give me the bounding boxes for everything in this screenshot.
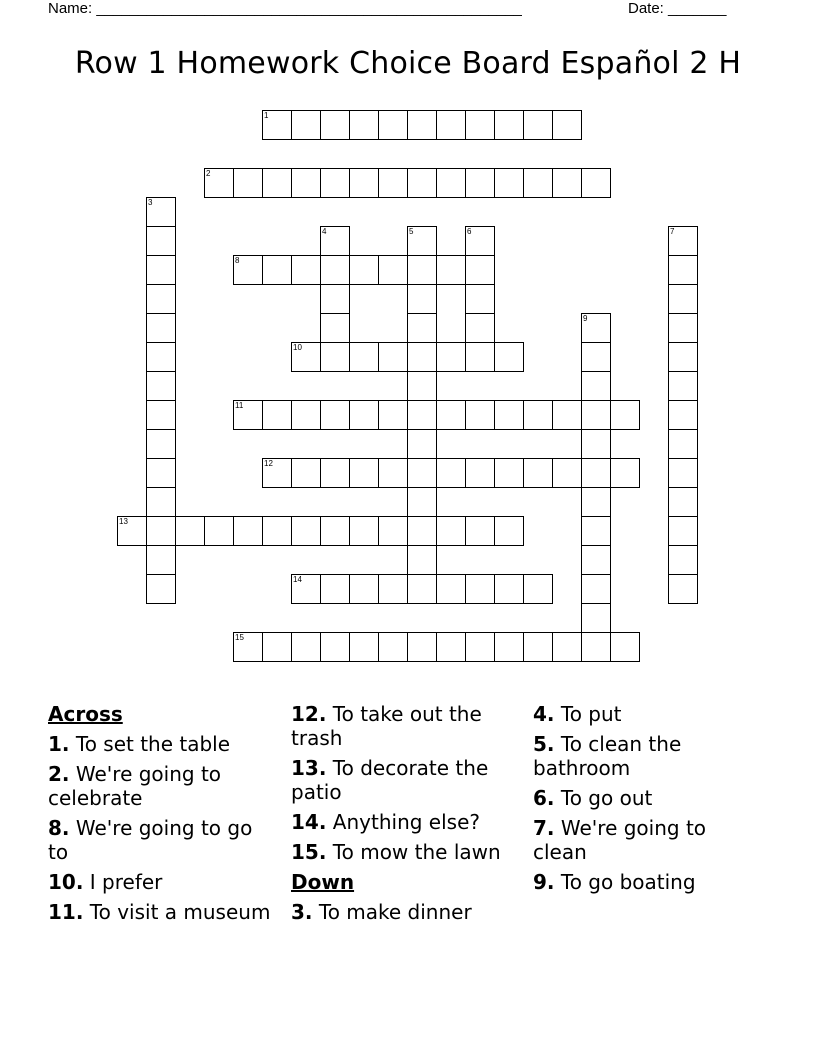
crossword-cell[interactable] [146,429,176,459]
clue-text: To set the table [75,732,231,756]
crossword-cell[interactable] [349,255,379,285]
clue-text: To decorate the patio [291,756,489,804]
crossword-cell[interactable] [291,574,321,604]
crossword-cell[interactable] [407,226,437,256]
crossword-cell[interactable] [407,429,437,459]
crossword-cell[interactable] [349,574,379,604]
crossword-cell[interactable] [262,516,292,546]
crossword-cell[interactable] [552,400,582,430]
cell-number: 8 [235,256,240,265]
clue-text: To visit a museum [89,900,271,924]
crossword-cell[interactable] [465,574,495,604]
crossword-cell[interactable] [552,632,582,662]
crossword-cell[interactable] [146,400,176,430]
crossword-cell[interactable] [407,400,437,430]
clue-column-3 [533,702,763,900]
clue-down-5 [533,732,763,780]
crossword-cell[interactable] [465,284,495,314]
crossword-cell[interactable] [610,632,640,662]
cell-number: 5 [409,227,414,236]
crossword-cell[interactable] [262,255,292,285]
crossword-cell[interactable] [349,400,379,430]
clue-number: 3. [291,900,313,924]
crossword-cell[interactable] [436,574,466,604]
crossword-cell[interactable] [291,516,321,546]
crossword-cell[interactable] [581,487,611,517]
crossword-cell[interactable] [117,516,147,546]
clue-text: To mow the lawn [332,840,501,864]
crossword-cell[interactable] [407,545,437,575]
clue-number: 2. [48,762,70,786]
crossword-cell[interactable] [349,342,379,372]
clue-text: To clean the bathroom [533,732,682,780]
crossword-cell[interactable] [146,197,176,227]
crossword-cell[interactable] [378,458,408,488]
clue-text: Anything else? [332,810,480,834]
crossword-cell[interactable] [407,516,437,546]
clue-column-2 [291,702,521,930]
crossword-cell[interactable] [465,313,495,343]
crossword-cell[interactable] [378,342,408,372]
crossword-cell[interactable] [668,516,698,546]
crossword-cell[interactable] [233,516,263,546]
clue-down-3 [291,900,521,924]
crossword-cell[interactable] [668,371,698,401]
crossword-cell[interactable] [494,168,524,198]
clue-across-10 [48,870,278,894]
crossword-cell[interactable] [320,400,350,430]
crossword-cell[interactable] [146,313,176,343]
crossword-cell[interactable] [668,487,698,517]
clue-across-8 [48,816,278,864]
crossword-cell[interactable] [320,168,350,198]
clue-text: To make dinner [318,900,472,924]
crossword-cell[interactable] [668,545,698,575]
cell-number: 4 [322,227,327,236]
clue-number: 6. [533,786,555,810]
clue-column-1 [48,702,278,930]
crossword-cell[interactable] [436,110,466,140]
crossword-cell[interactable] [291,110,321,140]
crossword-cell[interactable] [668,429,698,459]
crossword-cell[interactable] [407,371,437,401]
clue-number: 14. [291,810,327,834]
crossword-cell[interactable] [465,255,495,285]
crossword-cell[interactable] [436,632,466,662]
crossword-cell[interactable] [465,400,495,430]
crossword-cell[interactable] [407,342,437,372]
cell-number: 6 [467,227,472,236]
crossword-cell[interactable] [320,255,350,285]
crossword-cell[interactable] [407,487,437,517]
crossword-cell[interactable] [407,458,437,488]
clue-number: 4. [533,702,555,726]
clue-across-13 [291,756,521,804]
crossword-cell[interactable] [465,458,495,488]
crossword-cell[interactable] [668,284,698,314]
crossword-cell[interactable] [523,632,553,662]
crossword-cell[interactable] [146,284,176,314]
crossword-cell[interactable] [291,342,321,372]
crossword-cell[interactable] [581,574,611,604]
crossword-cell[interactable] [349,110,379,140]
crossword-cell[interactable] [581,313,611,343]
crossword-cell[interactable] [436,400,466,430]
crossword-cell[interactable] [668,226,698,256]
clue-text: To go out [560,786,653,810]
cell-number: 10 [293,343,302,352]
cell-number: 15 [235,633,244,642]
crossword-cell[interactable] [407,284,437,314]
clue-text: We're going to clean [533,816,707,864]
crossword-cell[interactable] [146,371,176,401]
crossword-cell[interactable] [262,110,292,140]
crossword-cell[interactable] [262,168,292,198]
crossword-cell[interactable] [465,110,495,140]
clue-number: 13. [291,756,327,780]
cell-number: 11 [235,401,244,410]
clue-number: 5. [533,732,555,756]
crossword-cell[interactable] [436,516,466,546]
crossword-cell[interactable] [494,458,524,488]
crossword-cell[interactable] [465,342,495,372]
crossword-cell[interactable] [291,255,321,285]
crossword-cell[interactable] [494,574,524,604]
clue-across-15 [291,840,521,864]
clue-across-11 [48,900,278,924]
crossword-cell[interactable] [668,342,698,372]
crossword-cell[interactable] [262,632,292,662]
cell-number: 9 [583,314,588,323]
crossword-cell[interactable] [349,632,379,662]
crossword-cell[interactable] [320,226,350,256]
crossword-cell[interactable] [523,110,553,140]
crossword-cell[interactable] [204,168,234,198]
crossword-cell[interactable] [378,574,408,604]
crossword-cell[interactable] [465,168,495,198]
crossword-cell[interactable] [146,574,176,604]
crossword-cell[interactable] [320,342,350,372]
crossword-cell[interactable] [523,168,553,198]
crossword-cell[interactable] [320,284,350,314]
crossword-cell[interactable] [146,342,176,372]
crossword-cell[interactable] [523,574,553,604]
crossword-cell[interactable] [291,400,321,430]
crossword-cell[interactable] [581,458,611,488]
crossword-cell[interactable] [523,458,553,488]
clue-across-14 [291,810,521,834]
clue-text: We're going to go to [48,816,253,864]
crossword-cell[interactable] [146,255,176,285]
crossword-cell[interactable] [668,574,698,604]
crossword-cell[interactable] [204,516,234,546]
crossword-cell[interactable] [175,516,205,546]
clue-number: 1. [48,732,70,756]
cell-number: 1 [264,111,269,120]
crossword-cell[interactable] [320,313,350,343]
cell-number: 14 [293,575,302,584]
clue-down-7 [533,816,763,864]
crossword-cell[interactable] [349,168,379,198]
cell-number: 2 [206,169,211,178]
clue-number: 15. [291,840,327,864]
crossword-cell[interactable] [320,110,350,140]
crossword-cell[interactable] [378,516,408,546]
crossword-cell[interactable] [378,400,408,430]
clue-text: We're going to celebrate [48,762,222,810]
crossword-cell[interactable] [494,400,524,430]
down-heading: Down [291,870,355,894]
clue-down-4 [533,702,763,726]
date-field[interactable]: Date: _______ [628,0,727,17]
crossword-cell[interactable] [436,342,466,372]
cell-number: 3 [148,198,153,207]
crossword-cell[interactable] [378,110,408,140]
crossword-cell[interactable] [552,168,582,198]
cell-number: 13 [119,517,128,526]
crossword-cell[interactable] [668,313,698,343]
crossword-cell[interactable] [494,110,524,140]
clue-across-12 [291,702,521,750]
crossword-cell[interactable] [552,110,582,140]
crossword-cell[interactable] [581,603,611,633]
crossword-cell[interactable] [378,632,408,662]
crossword-cell[interactable] [436,458,466,488]
clue-number: 8. [48,816,70,840]
cell-number: 7 [670,227,675,236]
clue-number: 10. [48,870,84,894]
crossword-cell[interactable] [668,400,698,430]
crossword-cell[interactable] [291,632,321,662]
clue-number: 12. [291,702,327,726]
crossword-cell[interactable] [146,226,176,256]
crossword-cell[interactable] [262,400,292,430]
crossword-cell[interactable] [581,168,611,198]
crossword-cell[interactable] [320,632,350,662]
crossword-cell[interactable] [233,255,263,285]
crossword-cell[interactable] [465,226,495,256]
cell-number: 12 [264,459,273,468]
clue-text: To go boating [560,870,696,894]
crossword-cell[interactable] [146,458,176,488]
crossword-cell[interactable] [378,168,408,198]
crossword-cell[interactable] [349,516,379,546]
crossword-cell[interactable] [610,400,640,430]
crossword-cell[interactable] [407,168,437,198]
crossword-cell[interactable] [291,458,321,488]
crossword-cell[interactable] [146,545,176,575]
clue-number: 11. [48,900,84,924]
across-heading: Across [48,702,123,726]
page-title: Row 1 Homework Choice Board Español 2 H [74,46,742,81]
crossword-cell[interactable] [291,168,321,198]
clue-across-1 [48,732,278,756]
crossword-cell[interactable] [407,632,437,662]
crossword-cell[interactable] [436,168,466,198]
crossword-cell[interactable] [494,342,524,372]
crossword-cell[interactable] [146,487,176,517]
crossword-cell[interactable] [494,632,524,662]
clue-number: 9. [533,870,555,894]
clue-text: I prefer [89,870,163,894]
crossword-cell[interactable] [320,574,350,604]
crossword-cell[interactable] [320,458,350,488]
crossword-cell[interactable] [581,516,611,546]
crossword-cell[interactable] [465,632,495,662]
crossword-cell[interactable] [320,516,350,546]
crossword-cell[interactable] [581,371,611,401]
crossword-cell[interactable] [523,400,553,430]
crossword-cell[interactable] [668,255,698,285]
crossword-cell[interactable] [233,168,263,198]
crossword-cell[interactable] [581,342,611,372]
crossword-cell[interactable] [552,458,582,488]
crossword-cell[interactable] [581,429,611,459]
crossword-cell[interactable] [407,313,437,343]
crossword-cell[interactable] [407,110,437,140]
clue-text: To take out the trash [291,702,482,750]
crossword-cell[interactable] [610,458,640,488]
crossword-cell[interactable] [349,458,379,488]
clue-text: To put [560,702,622,726]
crossword-cell[interactable] [407,255,437,285]
crossword-cell[interactable] [378,255,408,285]
clue-down-9 [533,870,763,894]
crossword-cell[interactable] [494,516,524,546]
crossword-cell[interactable] [581,545,611,575]
crossword-cell[interactable] [233,400,263,430]
crossword-cell[interactable] [436,255,466,285]
clue-across-2 [48,762,278,810]
crossword-cell[interactable] [146,516,176,546]
crossword-cell[interactable] [581,400,611,430]
crossword-cell[interactable] [262,458,292,488]
name-field[interactable]: Name: ___________________________________________________ [48,0,522,17]
crossword-cell[interactable] [465,516,495,546]
crossword-cell[interactable] [581,632,611,662]
crossword-cell[interactable] [407,574,437,604]
crossword-cell[interactable] [668,458,698,488]
clue-number: 7. [533,816,555,840]
clue-down-6 [533,786,763,810]
crossword-cell[interactable] [233,632,263,662]
